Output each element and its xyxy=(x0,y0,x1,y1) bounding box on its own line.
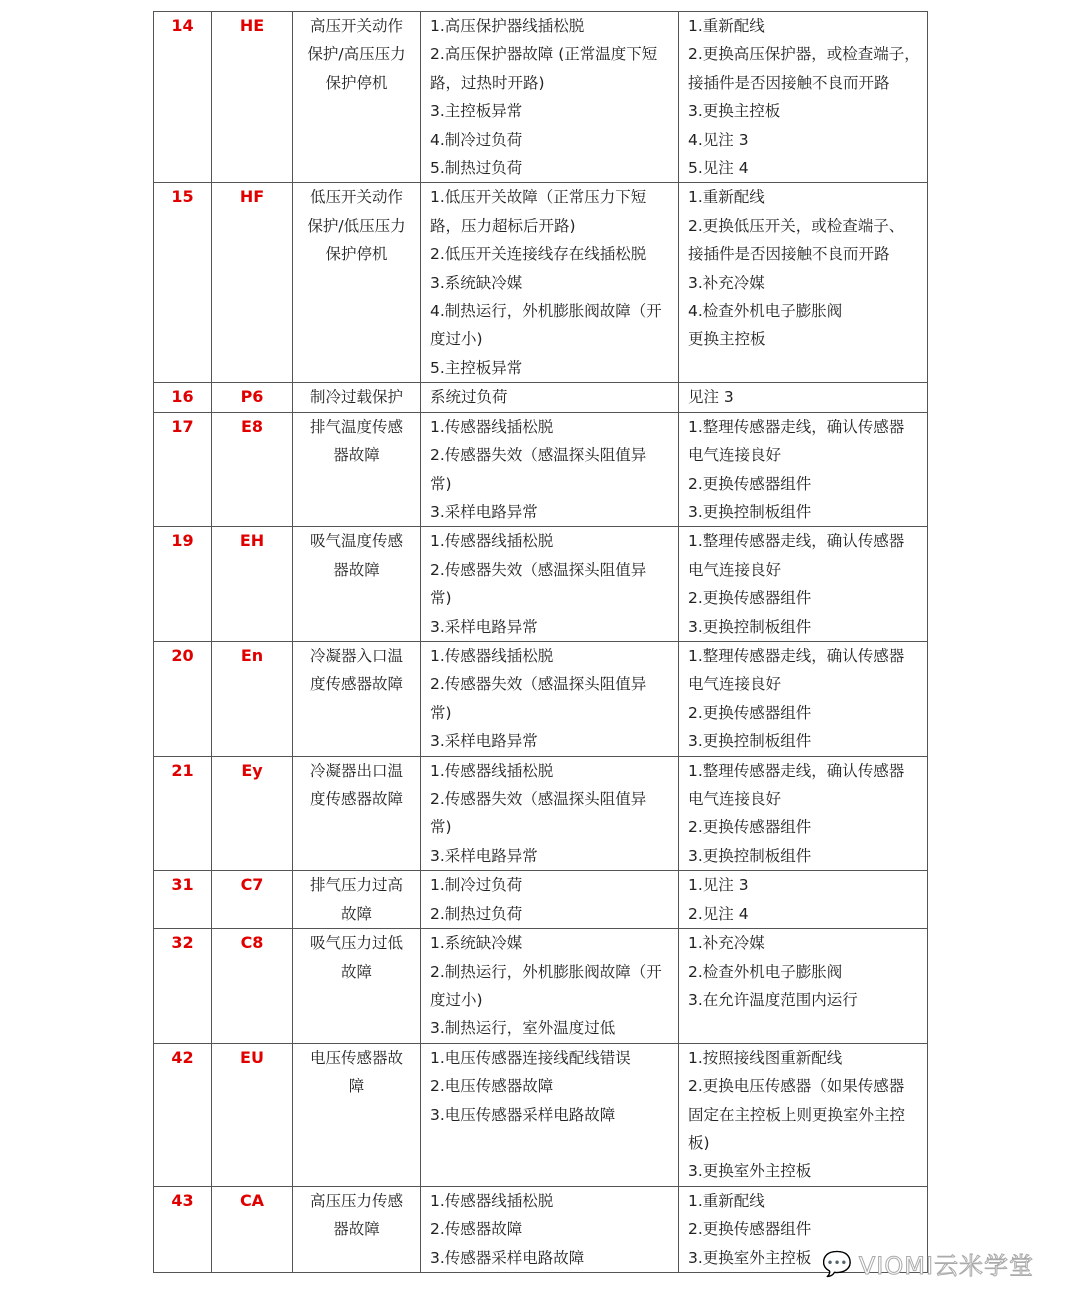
cell-line: 2.传感器故障 xyxy=(430,1220,523,1239)
cell-line: 2.传感器失效（感温探头阻值异 xyxy=(430,560,647,579)
cell-line: 2.传感器失效（感温探头阻值异 xyxy=(430,789,647,808)
cell-line: 3.采样电路异常 xyxy=(430,732,538,751)
cell-line: 常) xyxy=(430,474,452,493)
fault-code: C7 xyxy=(212,871,293,929)
fault-name xyxy=(293,12,421,183)
cell-line: 系统过负荷 xyxy=(430,388,508,407)
cell-line: 2.更换电压传感器（如果传感器 xyxy=(688,1077,905,1096)
fault-name xyxy=(293,183,421,383)
cell-line: 更换主控板 xyxy=(688,330,766,349)
cell-line: 故障 xyxy=(340,962,372,981)
fault-fixes xyxy=(679,412,928,527)
cell-line: 常) xyxy=(430,703,452,722)
cell-line: 1.传感器线插松脱 xyxy=(430,1191,554,1210)
cell-line: 1.见注 3 xyxy=(688,876,749,895)
cell-line: 路，压力超标后开路) xyxy=(430,216,576,235)
cell-line: 排气温度传感 xyxy=(309,417,403,436)
table-row xyxy=(154,527,928,642)
cell-line: 1.重新配线 xyxy=(688,188,765,207)
cell-line: 1.传感器线插松脱 xyxy=(430,532,554,551)
cell-line: 高压压力传感 xyxy=(309,1191,403,1210)
cell-line: 电气连接良好 xyxy=(688,446,782,465)
fault-code: HE xyxy=(212,12,293,183)
table-row xyxy=(154,183,928,383)
cell-line: 3.传感器采样电路故障 xyxy=(430,1248,585,1267)
cell-line: 3.更换控制板组件 xyxy=(688,617,812,636)
cell-line: 5.见注 4 xyxy=(688,159,749,178)
cell-line: 保护停机 xyxy=(325,245,388,264)
cell-line: 器故障 xyxy=(333,1220,380,1239)
fault-number: 43 xyxy=(154,1186,212,1272)
cell-line: 3.系统缺冷媒 xyxy=(430,273,523,292)
cell-line: 3.更换主控板 xyxy=(688,102,781,121)
fault-name xyxy=(293,929,421,1044)
fault-code: E8 xyxy=(212,412,293,527)
cell-line: 3.更换室外主控板 xyxy=(688,1162,812,1181)
fault-name xyxy=(293,871,421,929)
fault-name xyxy=(293,412,421,527)
cell-line: 3.主控板异常 xyxy=(430,102,523,121)
cell-line: 1.整理传感器走线，确认传感器 xyxy=(688,761,905,780)
cell-line: 1.整理传感器走线，确认传感器 xyxy=(688,532,905,551)
cell-line: 电气连接良好 xyxy=(688,789,782,808)
cell-line: 2.更换传感器组件 xyxy=(688,818,812,837)
cell-line: 4.制冷过负荷 xyxy=(430,130,523,149)
fault-causes xyxy=(421,183,679,383)
fault-number: 20 xyxy=(154,641,212,756)
cell-line: 1.重新配线 xyxy=(688,1191,765,1210)
cell-line: 度过小) xyxy=(430,991,483,1009)
fault-causes xyxy=(421,383,679,412)
fault-name xyxy=(293,1186,421,1272)
cell-line: 2.传感器失效（感温探头阻值异 xyxy=(430,675,647,694)
fault-code: P6 xyxy=(212,383,293,412)
cell-line: 1.制冷过负荷 xyxy=(430,876,523,895)
cell-line: 1.按照接线图重新配线 xyxy=(688,1048,843,1067)
cell-line: 2.更换传感器组件 xyxy=(688,589,812,608)
cell-line: 2.制热运行，外机膨胀阀故障（开 xyxy=(430,962,662,981)
fault-code: CA xyxy=(212,1186,293,1272)
cell-line: 低压开关动作 xyxy=(309,188,403,207)
cell-line: 3.在允许温度范围内运行 xyxy=(688,991,858,1009)
cell-line: 2.低压开关连接线存在线插松脱 xyxy=(430,245,647,264)
fault-causes xyxy=(421,871,679,929)
cell-line: 器故障 xyxy=(333,560,380,579)
fault-number: 19 xyxy=(154,527,212,642)
fault-name xyxy=(293,383,421,412)
fault-number: 14 xyxy=(154,12,212,183)
fault-fixes xyxy=(679,871,928,929)
fault-fixes xyxy=(679,383,928,412)
cell-line: 度传感器故障 xyxy=(309,675,403,694)
watermark: 💬 VIOMI云米学堂 xyxy=(822,1249,1035,1280)
fault-causes xyxy=(421,12,679,183)
fault-fixes xyxy=(679,183,928,383)
cell-line: 1.传感器线插松脱 xyxy=(430,761,554,780)
cell-line: 3.更换室外主控板 xyxy=(688,1248,812,1267)
table-row xyxy=(154,12,928,183)
cell-line: 2.电压传感器故障 xyxy=(430,1077,554,1096)
cell-line: 常) xyxy=(430,818,452,837)
fault-number: 31 xyxy=(154,871,212,929)
cell-line: 固定在主控板上则更换室外主控 xyxy=(688,1105,906,1124)
cell-line: 5.主控板异常 xyxy=(430,358,523,377)
cell-line: 1.传感器线插松脱 xyxy=(430,417,554,436)
fault-name xyxy=(293,1043,421,1186)
cell-line: 路，过热时开路) xyxy=(430,73,545,92)
cell-line: 故障 xyxy=(340,904,372,923)
table-row xyxy=(154,412,928,527)
cell-line: 2.见注 4 xyxy=(688,904,749,923)
fault-fixes xyxy=(679,929,928,1044)
fault-name xyxy=(293,756,421,871)
fault-code: EU xyxy=(212,1043,293,1186)
cell-line: 2.更换低压开关，或检查端子、 xyxy=(688,216,905,235)
fault-number: 16 xyxy=(154,383,212,412)
cell-line: 接插件是否因接触不良而开路 xyxy=(688,73,890,92)
cell-line: 常) xyxy=(430,589,452,608)
table-row xyxy=(154,929,928,1044)
cell-line: 3.更换控制板组件 xyxy=(688,502,812,521)
fault-fixes xyxy=(679,756,928,871)
cell-line: 3.采样电路异常 xyxy=(430,617,538,636)
fault-number: 32 xyxy=(154,929,212,1044)
cell-line: 3.制热运行，室外温度过低 xyxy=(430,1019,616,1038)
fault-number: 42 xyxy=(154,1043,212,1186)
cell-line: 接插件是否因接触不良而开路 xyxy=(688,245,890,264)
cell-line: 3.更换控制板组件 xyxy=(688,846,812,865)
cell-line: 1.补充冷媒 xyxy=(688,934,765,953)
fault-fixes xyxy=(679,527,928,642)
fault-code: En xyxy=(212,641,293,756)
cell-line: 2.更换传感器组件 xyxy=(688,703,812,722)
cell-line: 1.系统缺冷媒 xyxy=(430,934,523,953)
cell-line: 3.采样电路异常 xyxy=(430,846,538,865)
fault-causes xyxy=(421,756,679,871)
fault-name xyxy=(293,641,421,756)
table-row xyxy=(154,1186,928,1272)
cell-line: 3.补充冷媒 xyxy=(688,273,765,292)
fault-code: Ey xyxy=(212,756,293,871)
cell-line: 2.更换传感器组件 xyxy=(688,474,812,493)
fault-name xyxy=(293,527,421,642)
cell-line: 1.整理传感器走线，确认传感器 xyxy=(688,417,905,436)
cell-line: 4.制热运行，外机膨胀阀故障（开 xyxy=(430,302,662,321)
fault-number: 15 xyxy=(154,183,212,383)
cell-line: 2.传感器失效（感温探头阻值异 xyxy=(430,446,647,465)
fault-code: C8 xyxy=(212,929,293,1044)
cell-line: 2.更换高压保护器，或检查端子， xyxy=(688,45,920,64)
cell-line: 障 xyxy=(348,1077,365,1096)
cell-line: 板) xyxy=(688,1134,710,1153)
cell-line: 3.采样电路异常 xyxy=(430,502,538,521)
fault-causes xyxy=(421,527,679,642)
fault-fixes xyxy=(679,1043,928,1186)
cell-line: 保护停机 xyxy=(325,73,388,92)
cell-line: 电压传感器故 xyxy=(309,1048,403,1067)
cell-line: 高压开关动作 xyxy=(309,17,403,35)
cell-line: 5.制热过负荷 xyxy=(430,159,523,178)
cell-line: 3.电压传感器采样电路故障 xyxy=(430,1105,616,1124)
table-row xyxy=(154,1043,928,1186)
table-row xyxy=(154,383,928,412)
fault-causes xyxy=(421,1186,679,1272)
cell-line: 3.更换控制板组件 xyxy=(688,732,812,751)
cell-line: 保护/低压压力 xyxy=(307,216,406,235)
cell-line: 器故障 xyxy=(333,446,380,465)
cell-line: 度传感器故障 xyxy=(309,789,403,808)
cell-line: 1.重新配线 xyxy=(688,17,765,35)
cell-line: 度过小) xyxy=(430,330,483,349)
fault-causes xyxy=(421,929,679,1044)
cell-line: 见注 3 xyxy=(688,388,734,407)
cell-line: 电气连接良好 xyxy=(688,560,782,579)
cell-line: 排气压力过高 xyxy=(309,876,403,895)
cell-line: 冷凝器出口温 xyxy=(309,761,403,780)
table-row xyxy=(154,641,928,756)
fault-number: 17 xyxy=(154,412,212,527)
fault-causes xyxy=(421,641,679,756)
fault-code: EH xyxy=(212,527,293,642)
table-row xyxy=(154,756,928,871)
fault-number: 21 xyxy=(154,756,212,871)
cell-line: 2.高压保护器故障 (正常温度下短 xyxy=(430,45,658,64)
fault-causes xyxy=(421,1043,679,1186)
table-row xyxy=(154,871,928,929)
cell-line: 2.制热过负荷 xyxy=(430,904,523,923)
cell-line: 1.低压开关故障（正常压力下短 xyxy=(430,188,647,207)
fault-code: HF xyxy=(212,183,293,383)
cell-line: 冷凝器入口温 xyxy=(309,646,403,665)
cell-line: 2.更换传感器组件 xyxy=(688,1220,812,1239)
cell-line: 1.电压传感器连接线配线错误 xyxy=(430,1048,631,1067)
cell-line: 制冷过载保护 xyxy=(309,388,403,407)
cell-line: 电气连接良好 xyxy=(688,675,782,694)
cell-line: 4.见注 3 xyxy=(688,130,749,149)
fault-fixes xyxy=(679,641,928,756)
cell-line: 吸气温度传感 xyxy=(309,532,403,551)
cell-line: 1.传感器线插松脱 xyxy=(430,646,554,665)
cell-line: 1.整理传感器走线，确认传感器 xyxy=(688,646,905,665)
cell-line: 1.高压保护器线插松脱 xyxy=(430,17,585,35)
cell-line: 4.检查外机电子膨胀阀 xyxy=(688,302,843,321)
fault-causes xyxy=(421,412,679,527)
cell-line: 保护/高压压力 xyxy=(307,45,406,64)
wechat-icon: 💬 xyxy=(822,1249,853,1278)
cell-line: 吸气压力过低 xyxy=(309,934,403,953)
cell-line: 2.检查外机电子膨胀阀 xyxy=(688,962,843,981)
fault-code-table xyxy=(153,11,928,1273)
fault-fixes xyxy=(679,12,928,183)
